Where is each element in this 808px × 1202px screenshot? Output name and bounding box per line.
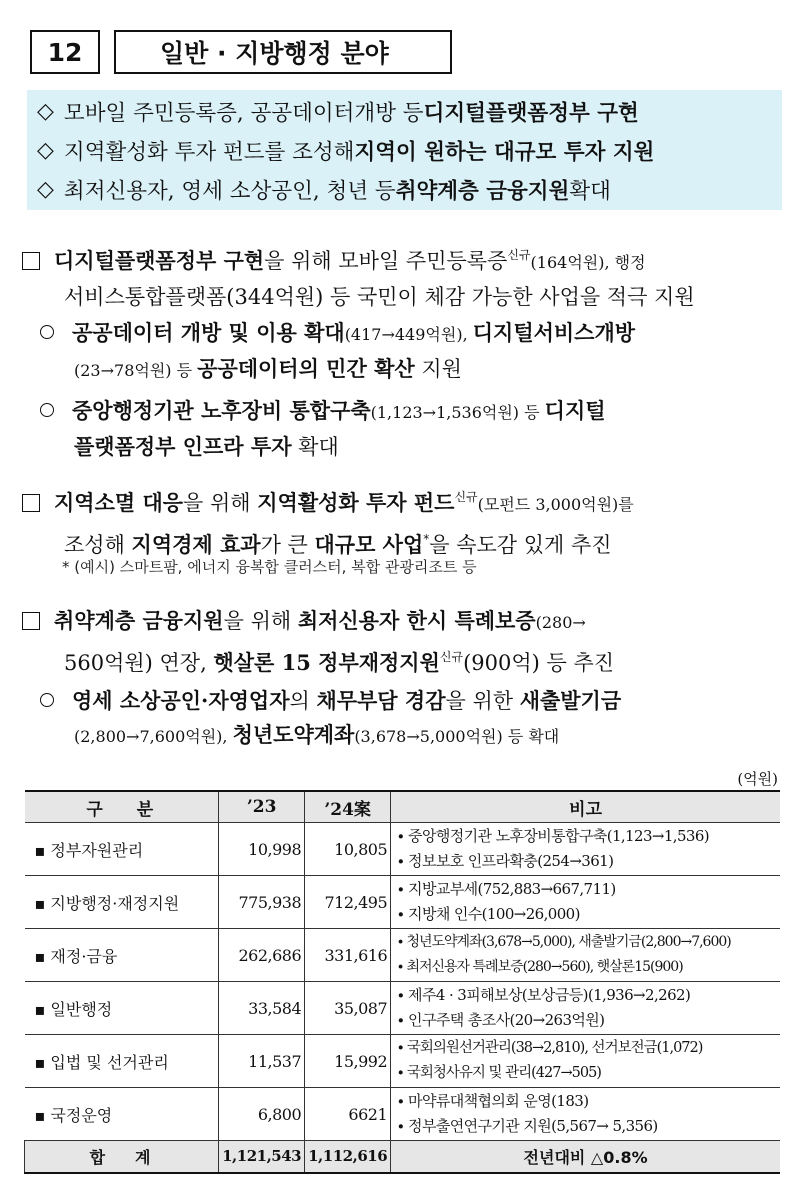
footnote-mark: * bbox=[423, 532, 430, 546]
paragraph-line bbox=[22, 604, 614, 640]
summary-box bbox=[27, 90, 782, 210]
summary-emphasis: 취약계층 금융지원 bbox=[395, 179, 570, 204]
circle-bullet-icon bbox=[40, 325, 54, 339]
row-2023: 6,800 bbox=[219, 1088, 305, 1141]
emphasis-text: 공공데이터 개방 및 이용 확대 bbox=[72, 320, 345, 345]
summary-emphasis: 디지털플랫폼정부 구현 bbox=[423, 101, 639, 126]
body-text: 조성해 bbox=[64, 533, 132, 557]
row-remark bbox=[391, 1035, 780, 1088]
table-row bbox=[25, 982, 781, 1035]
budget-table bbox=[24, 790, 780, 1174]
row-2024: 15,992 bbox=[305, 1035, 391, 1088]
emphasis-text: 플랫폼정부 인프라 투자 bbox=[74, 434, 292, 459]
body-text: 을 위한 bbox=[445, 689, 520, 713]
new-tag: 신규 bbox=[439, 650, 464, 664]
paragraph-line bbox=[40, 430, 606, 464]
summary-line bbox=[27, 92, 782, 131]
row-category: ▪ 일반행정 bbox=[25, 982, 219, 1035]
body-text: 확대 bbox=[291, 435, 339, 459]
header-remark: 비고 bbox=[391, 791, 780, 823]
remark-line: ∙ 국회의원선거관리(38→2,810), 선거보전금(1,072) bbox=[397, 1040, 703, 1056]
subsection-infra bbox=[40, 394, 606, 464]
paragraph-line bbox=[40, 718, 621, 754]
body-text: 의 bbox=[289, 689, 317, 713]
square-bullet-icon bbox=[22, 612, 40, 630]
remark-line: ∙ 지방채 인수(100→26,000) bbox=[397, 905, 580, 923]
section-regional-fund bbox=[22, 480, 634, 562]
body-text: 가 큰 bbox=[260, 533, 315, 557]
table-row bbox=[25, 876, 781, 929]
subsection-public-data bbox=[40, 316, 635, 388]
summary-line bbox=[27, 131, 782, 170]
row-2024: 6621 bbox=[305, 1088, 391, 1141]
row-2023: 262,686 bbox=[219, 929, 305, 982]
body-text: (1,123→1,536억원) 등 bbox=[370, 403, 545, 422]
body-text: 서비스통합플랫폼(344억원) 등 국민이 체감 가능한 사업을 적극 지원 bbox=[64, 285, 695, 309]
total-2023: 1,121,543 bbox=[219, 1141, 305, 1173]
row-2023: 10,998 bbox=[219, 823, 305, 876]
paragraph-line bbox=[22, 640, 614, 680]
remark-line: ∙ 최저신용자 특례보증(280→560), 햇살론15(900) bbox=[397, 959, 683, 975]
footnote: * (예시) 스마트팜, 에너지 융복합 클러스터, 복합 관광리조트 등 bbox=[62, 558, 477, 576]
circle-bullet-icon bbox=[40, 403, 54, 417]
square-bullet-icon bbox=[22, 494, 40, 512]
paragraph-line bbox=[22, 480, 634, 522]
emphasis-text: 지역경제 효과 bbox=[131, 532, 261, 557]
emphasis-text: 디지털서비스개방 bbox=[472, 320, 636, 345]
total-remark: 전년대비 △0.8% bbox=[391, 1141, 780, 1173]
emphasis-text: 청년도약계좌 bbox=[232, 722, 355, 747]
row-2024: 35,087 bbox=[305, 982, 391, 1035]
emphasis-text: 디지털 bbox=[544, 398, 606, 423]
emphasis-text: 채무부담 경감 bbox=[316, 688, 446, 713]
row-category: ▪ 입법 및 선거관리 bbox=[25, 1035, 219, 1088]
body-text: 을 속도감 있게 추진 bbox=[429, 533, 612, 557]
row-2024: 331,616 bbox=[305, 929, 391, 982]
body-text: (23→78억원) 등 bbox=[74, 361, 198, 380]
summary-text: 지역활성화 투자 펀드를 조성해 bbox=[63, 140, 355, 165]
emphasis-text: 취약계층 금융지원 bbox=[54, 608, 224, 633]
header-2023: ’23 bbox=[219, 791, 305, 823]
emphasis-text: 지역소멸 대응 bbox=[54, 490, 184, 515]
remark-line: ∙ 중앙행정기관 노후장비통합구축(1,123→1,536) bbox=[397, 827, 710, 845]
body-text: (모펀드 3,000억원)를 bbox=[477, 495, 634, 514]
diamond-bullet-icon: ◇ bbox=[37, 138, 54, 163]
diamond-bullet-icon: ◇ bbox=[37, 177, 54, 202]
paragraph-line bbox=[40, 684, 621, 718]
summary-emphasis: 지역이 원하는 대규모 투자 지원 bbox=[354, 140, 655, 165]
table-header-row bbox=[25, 791, 781, 823]
paragraph-line bbox=[22, 280, 695, 314]
table-row bbox=[25, 823, 781, 876]
paragraph-line bbox=[40, 352, 635, 388]
row-category: ▪ 정부자원관리 bbox=[25, 823, 219, 876]
remark-line: ∙ 정보보호 인프라확충(254→361) bbox=[397, 852, 614, 870]
emphasis-text: 대규모 사업 bbox=[314, 532, 424, 557]
paragraph-line bbox=[40, 394, 606, 430]
row-category: ▪ 재정·금융 bbox=[25, 929, 219, 982]
paragraph-line bbox=[22, 238, 695, 280]
body-text: (280→ bbox=[535, 613, 586, 632]
table-row bbox=[25, 1088, 781, 1141]
section-financial-support bbox=[22, 604, 614, 680]
emphasis-text: 공공데이터의 민간 확산 bbox=[197, 356, 415, 381]
remark-line: ∙ 청년도약계좌(3,678→5,000), 새출발기금(2,800→7,600) bbox=[397, 934, 731, 950]
total-label: 합계 bbox=[25, 1141, 219, 1173]
paragraph-line bbox=[40, 316, 635, 352]
summary-line bbox=[27, 170, 782, 209]
row-remark bbox=[391, 823, 780, 876]
row-remark bbox=[391, 1088, 780, 1141]
table-row bbox=[25, 1035, 781, 1088]
row-category: ▪ 국정운영 bbox=[25, 1088, 219, 1141]
circle-bullet-icon bbox=[40, 693, 54, 707]
row-remark bbox=[391, 929, 780, 982]
total-row bbox=[25, 1141, 781, 1173]
body-text: 을 위해 bbox=[183, 491, 258, 515]
row-2024: 712,495 bbox=[305, 876, 391, 929]
remark-line: ∙ 지방교부세(752,883→667,711) bbox=[397, 880, 616, 898]
summary-text: 모바일 주민등록증, 공공데이터개방 등 bbox=[63, 101, 424, 126]
summary-tail: 확대 bbox=[569, 179, 611, 204]
row-2023: 33,584 bbox=[219, 982, 305, 1035]
remark-line: ∙ 정부출연연구기관 지원(5,567→ 5,356) bbox=[397, 1117, 658, 1135]
body-text: (3,678→5,000억원) 등 확대 bbox=[354, 727, 560, 746]
row-remark bbox=[391, 982, 780, 1035]
page-title: 일반 · 지방행정 분야 bbox=[114, 30, 452, 74]
summary-text: 최저신용자, 영세 소상공인, 청년 등 bbox=[63, 179, 396, 204]
body-text: 을 위해 모바일 주민등록증 bbox=[264, 249, 508, 273]
emphasis-text: 중앙행정기관 노후장비 통합구축 bbox=[72, 398, 371, 423]
row-2023: 775,938 bbox=[219, 876, 305, 929]
remark-line: ∙ 마약류대책협의회 운영(183) bbox=[397, 1092, 589, 1110]
body-text: 지원 bbox=[414, 357, 462, 381]
total-2024: 1,112,616 bbox=[305, 1141, 391, 1173]
body-text: (164억원), 행정 bbox=[530, 253, 646, 272]
section-digital-platform bbox=[22, 238, 695, 314]
body-text: (2,800→7,600억원), bbox=[74, 727, 233, 746]
unit-label: (억원) bbox=[737, 770, 778, 788]
body-text: (900억) 등 추진 bbox=[463, 651, 615, 675]
emphasis-text: 새출발기금 bbox=[519, 688, 622, 713]
remark-line: ∙ 국회청사유지 및 관리(427→505) bbox=[397, 1065, 601, 1081]
subsection-debt-relief bbox=[40, 684, 621, 754]
emphasis-text: 최저신용자 한시 특례보증 bbox=[297, 608, 536, 633]
emphasis-text: 디지털플랫폼정부 구현 bbox=[54, 248, 265, 273]
body-text: (417→449억원), bbox=[344, 325, 473, 344]
emphasis-text: 지역활성화 투자 펀드 bbox=[257, 490, 455, 515]
row-2023: 11,537 bbox=[219, 1035, 305, 1088]
body-text: 560억원) 연장, bbox=[64, 651, 214, 675]
remark-line: ∙ 인구주택 총조사(20→263억원) bbox=[397, 1011, 605, 1029]
row-category: ▪ 지방행정·재정지원 bbox=[25, 876, 219, 929]
body-text: 을 위해 bbox=[223, 609, 298, 633]
table-row bbox=[25, 929, 781, 982]
diamond-bullet-icon: ◇ bbox=[37, 99, 54, 124]
header-2024: ’24案 bbox=[305, 791, 391, 823]
remark-line: ∙ 제주4 · 3피해보상(보상금등)(1,936→2,262) bbox=[397, 986, 691, 1004]
header-category: 구분 bbox=[25, 791, 219, 823]
row-2024: 10,805 bbox=[305, 823, 391, 876]
new-tag: 신규 bbox=[507, 248, 531, 262]
emphasis-text: 햇살론 15 정부재정지원 bbox=[213, 650, 440, 675]
square-bullet-icon bbox=[22, 252, 40, 270]
row-remark bbox=[391, 876, 780, 929]
section-number: 12 bbox=[30, 30, 100, 74]
new-tag: 신규 bbox=[454, 490, 478, 504]
emphasis-text: 영세 소상공인·자영업자 bbox=[72, 688, 290, 713]
